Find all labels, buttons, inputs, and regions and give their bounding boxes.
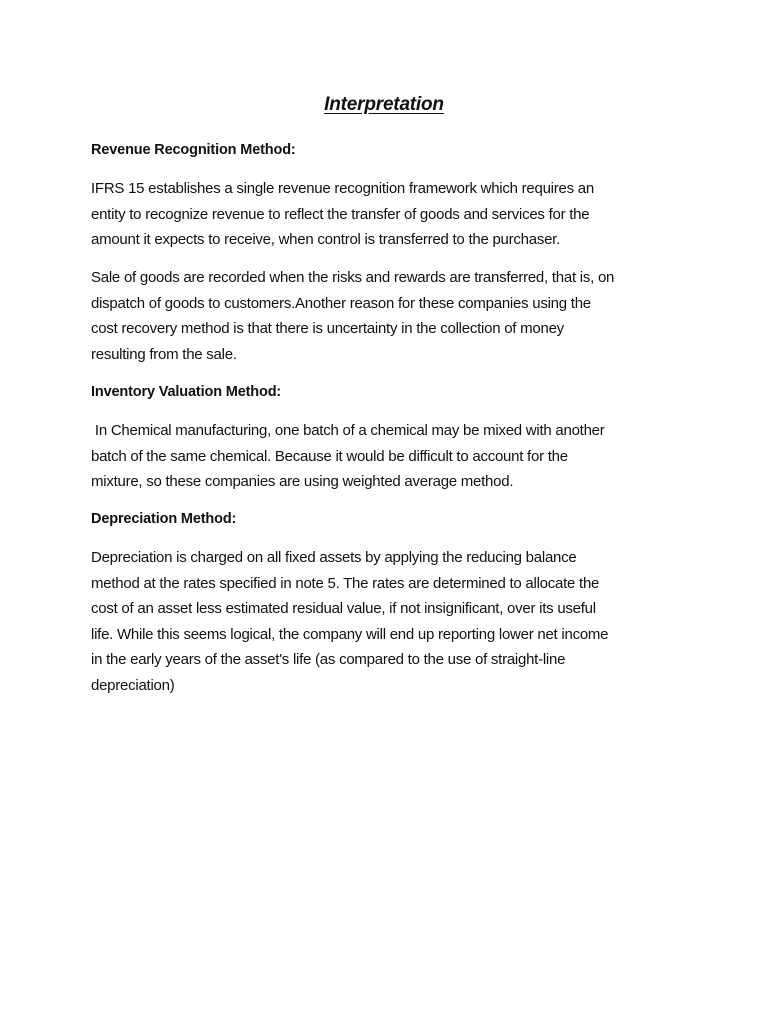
section-heading-revenue-recognition: Revenue Recognition Method: [91, 142, 296, 158]
paragraph-sale-of-goods [91, 265, 691, 367]
text-line: amount it expects to receive, when control is transferred to the purchaser. [91, 231, 560, 248]
text-line: cost recovery method is that there is uncertainty in the collection of money [91, 320, 564, 337]
text-line: life. While this seems logical, the company will end up reporting lower net income [91, 625, 609, 643]
text-line: Sale of goods are recorded when the risks and rewards are transferred, that is, on [91, 269, 615, 286]
page-title: Interpretation [324, 94, 444, 115]
text-line: Depreciation is charged on all fixed assets by applying the reducing balance [91, 549, 577, 566]
text-line: in the early years of the asset's life (as compared to the use of straight-line [91, 651, 566, 668]
text-line: cost of an asset less estimated residual value, if not insignificant, over its useful [91, 600, 596, 617]
paragraph-ifrs15 [91, 176, 691, 253]
text-line: batch of the same chemical. Because it would be difficult to account for the [91, 447, 568, 465]
section-heading-inventory-valuation: Inventory Valuation Method: [91, 384, 282, 400]
text-line: entity to recognize revenue to reflect the transfer of goods and services for the [91, 205, 590, 223]
text-line: resulting from the sale. [91, 345, 237, 363]
text-line: method at the rates specified in note 5. The rates are determined to allocate the [91, 574, 600, 592]
text-line: mixture, so these companies are using weighted average method. [91, 473, 514, 490]
paragraph-depreciation [91, 545, 691, 698]
text-line: In Chemical manufacturing, one batch of a chemical may be mixed with another [91, 422, 605, 439]
text-line: depreciation) [91, 676, 175, 694]
text-line: dispatch of goods to customers.Another reason for these companies using the [91, 294, 591, 312]
text-line: IFRS 15 establishes a single revenue recognition framework which requires an [91, 180, 594, 197]
section-heading-depreciation: Depreciation Method: [91, 511, 237, 527]
paragraph-chemical-manufacturing [91, 418, 691, 495]
